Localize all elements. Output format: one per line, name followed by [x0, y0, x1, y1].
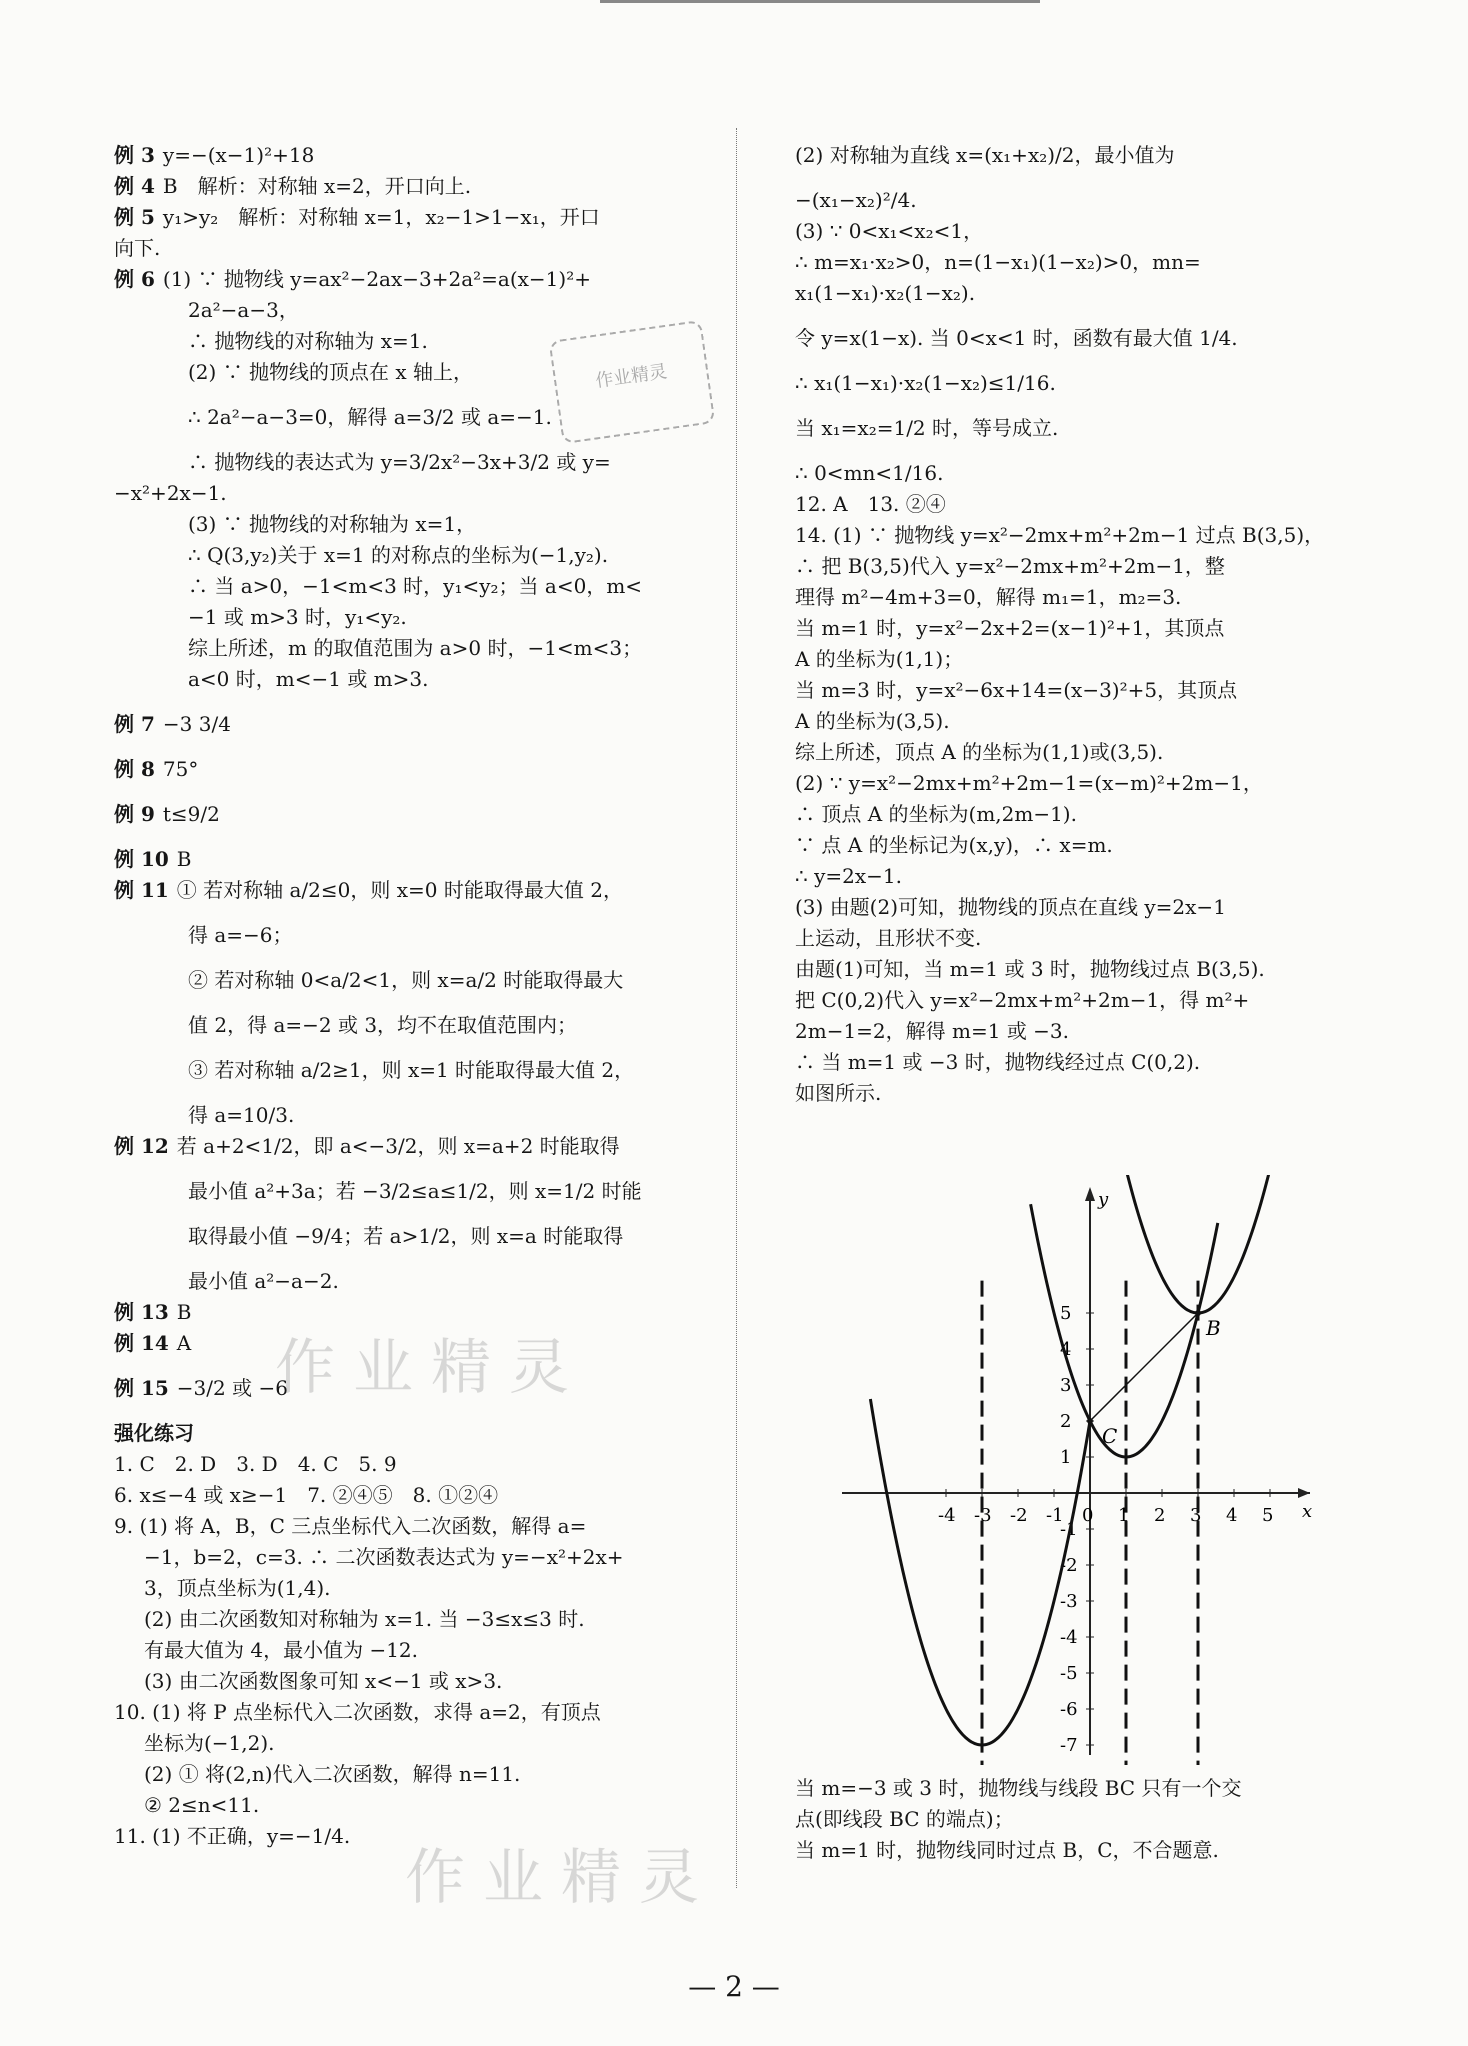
line-text: (2) ① 将(2,n)代入二次函数，解得 n=11.	[144, 1762, 521, 1786]
line-text: 当 m=3 时，y=x²−6x+14=(x−3)²+5，其顶点	[795, 678, 1238, 702]
line-text: 综上所述，m 的取值范围为 a>0 时，−1<m<3；	[188, 636, 643, 660]
line-text: ∴ x₁(1−x₁)·x₂(1−x₂)≤1/16.	[795, 371, 1056, 395]
text-line	[795, 675, 1355, 706]
text-line	[795, 799, 1355, 830]
line-text: 向下.	[114, 236, 161, 260]
line-text: 强化练习	[114, 1421, 194, 1445]
line-text: (1) ∵ 抛物线 y=ax²−2ax−3+2a²=a(x−1)²+	[162, 267, 591, 291]
line-text: 得 a=−6；	[188, 923, 293, 947]
text-line	[114, 965, 714, 996]
line-text: (3) ∵ 0<x₁<x₂<1，	[795, 219, 984, 243]
text-line	[114, 1511, 714, 1542]
text-line	[114, 478, 714, 509]
line-text: ∴ 抛物线的对称轴为 x=1.	[188, 329, 428, 353]
example-label: 例 5	[114, 205, 155, 229]
example-label: 例 3	[114, 143, 155, 167]
stamp: 作业精灵	[549, 320, 716, 444]
parabola-graph	[840, 1175, 1320, 1765]
line-text: 坐标为(−1,2).	[144, 1731, 275, 1755]
text-line	[114, 1418, 714, 1449]
text-line	[114, 1480, 714, 1511]
text-line	[114, 1604, 714, 1635]
text-line	[795, 247, 1355, 278]
text-line	[114, 509, 714, 540]
line-text: −1，b=2，c=3. ∴ 二次函数表达式为 y=−x²+2x+	[144, 1545, 624, 1569]
line-text: 得 a=10/3.	[188, 1103, 295, 1127]
column-divider	[736, 128, 737, 1888]
text-line	[114, 1666, 714, 1697]
line-text: ∴ 顶点 A 的坐标为(m,2m−1).	[795, 802, 1077, 826]
point-b-label: B	[1206, 1316, 1221, 1340]
example-label: 例 4	[114, 174, 155, 198]
line-text: 2m−1=2，解得 m=1 或 −3.	[795, 1019, 1070, 1043]
text-line	[795, 861, 1355, 892]
y-tick-label: -7	[1060, 1735, 1078, 1756]
text-line	[795, 458, 1355, 489]
x-tick-label: 1	[1118, 1505, 1130, 1526]
x-arrow-icon	[1298, 1488, 1310, 1498]
line-text: 9. (1) 将 A，B，C 三点坐标代入二次函数，解得 a=	[114, 1514, 587, 1538]
y-tick-label: 5	[1060, 1303, 1072, 1324]
line-text: 当 m=1 时，y=x²−2x+2=(x−1)²+1，其顶点	[795, 616, 1225, 640]
line-text: 值 2，得 a=−2 或 3，均不在取值范围内；	[188, 1013, 578, 1037]
text-line	[114, 1266, 714, 1297]
line-text: t≤9/2	[162, 802, 220, 826]
y-tick-label: 3	[1060, 1375, 1072, 1396]
example-label: 例 13	[114, 1300, 169, 1324]
text-line	[114, 171, 714, 202]
example-label: 例 6	[114, 267, 155, 291]
watermark: 作业精灵	[405, 1843, 717, 1913]
text-line	[114, 1100, 714, 1131]
y-tick-label: 4	[1060, 1339, 1072, 1360]
example-label: 例 8	[114, 757, 155, 781]
x-tick-label: -1	[1046, 1505, 1064, 1526]
line-text: 最小值 a²+3a；若 −3/2≤a≤1/2，则 x=1/2 时能	[188, 1179, 642, 1203]
y-tick-label: -5	[1060, 1663, 1078, 1684]
text-line	[795, 985, 1355, 1016]
y-tick-label: -3	[1060, 1591, 1078, 1612]
line-text: ∵ 点 A 的坐标记为(x,y)，∴ x=m.	[795, 833, 1113, 857]
line-text: ① 若对称轴 a/2≤0，则 x=0 时能取得最大值 2，	[176, 878, 623, 902]
text-line	[795, 216, 1355, 247]
line-text: ∴ 把 B(3,5)代入 y=x²−2mx+m²+2m−1，整	[795, 554, 1225, 578]
line-text: ∴ 当 m=1 或 −3 时，抛物线经过点 C(0,2).	[795, 1050, 1201, 1074]
example-label: 例 9	[114, 802, 155, 826]
text-line	[114, 1542, 714, 1573]
page-number: — 2 —	[688, 1970, 780, 2003]
text-line	[114, 633, 714, 664]
line-text: 11. (1) 不正确，y=−1/4.	[114, 1824, 351, 1848]
line-text: 令 y=x(1−x). 当 0<x<1 时，函数有最大值 1/4.	[795, 326, 1238, 350]
y-tick-label: -6	[1060, 1699, 1078, 1720]
text-line: 当 m=1 时，抛物线同时过点 B，C，不合题意.	[795, 1838, 1219, 1862]
line-text: 10. (1) 将 P 点坐标代入二次函数，求得 a=2，有顶点	[114, 1700, 601, 1724]
line-text: A	[176, 1331, 192, 1355]
text-line	[795, 413, 1355, 444]
text-line	[114, 1635, 714, 1666]
line-text: A 的坐标为(3,5).	[795, 709, 950, 733]
x-axis-label: x	[1302, 1501, 1313, 1522]
text-line	[114, 875, 714, 906]
line-text: 2a²−a−3，	[188, 298, 299, 322]
line-text: 理得 m²−4m+3=0，解得 m₁=1，m₂=3.	[795, 585, 1182, 609]
x-tick-label: 2	[1154, 1505, 1166, 1526]
line-text: ② 若对称轴 0<a/2<1，则 x=a/2 时能取得最大	[188, 968, 624, 992]
line-text: 最小值 a²−a−2.	[188, 1269, 339, 1293]
x-tick-label: 3	[1190, 1505, 1202, 1526]
text-line	[795, 323, 1355, 354]
text-line	[795, 520, 1355, 551]
parabola-m-1	[1031, 1204, 1218, 1457]
text-line	[114, 540, 714, 571]
point-c-label: C	[1102, 1424, 1118, 1448]
example-label: 例 7	[114, 712, 155, 736]
line-text: −3 3/4	[162, 712, 231, 736]
text-line	[114, 1759, 714, 1790]
y-tick-label: 1	[1060, 1447, 1072, 1468]
text-line	[114, 1055, 714, 1086]
text-line	[114, 233, 714, 264]
line-text: −1 或 m>3 时，y₁<y₂.	[188, 605, 407, 629]
line-text: (3) 由题(2)可知，抛物线的顶点在直线 y=2x−1	[795, 895, 1226, 919]
line-text: (3) 由二次函数图象可知 x<−1 或 x>3.	[144, 1669, 503, 1693]
x-tick-label: 0	[1082, 1505, 1094, 1526]
text-line	[795, 706, 1355, 737]
top-edge-mark	[600, 0, 1040, 3]
line-text: B 解析：对称轴 x=2，开口向上.	[162, 174, 472, 198]
text-line	[795, 892, 1355, 923]
text-line	[795, 923, 1355, 954]
text-line	[114, 140, 714, 171]
line-text: 75°	[162, 757, 199, 781]
text-line	[114, 754, 714, 785]
text-line	[795, 551, 1355, 582]
line-text: ∴ 当 a>0，−1<m<3 时，y₁<y₂；当 a<0，m<	[188, 574, 643, 598]
text-line	[114, 920, 714, 951]
y-tick-label: -4	[1060, 1627, 1078, 1648]
text-line	[114, 664, 714, 695]
line-text: (2) ∵ y=x²−2mx+m²+2m−1=(x−m)²+2m−1，	[795, 771, 1263, 795]
text-line	[795, 830, 1355, 861]
point-b	[1195, 1310, 1201, 1316]
line-text: 当 x₁=x₂=1/2 时，等号成立.	[795, 416, 1059, 440]
line-text: A 的坐标为(1,1)；	[795, 647, 964, 671]
line-text: B	[176, 1300, 192, 1324]
text-line	[795, 613, 1355, 644]
text-line	[114, 571, 714, 602]
line-text: ∴ 0<mn<1/16.	[795, 461, 944, 485]
x-tick-label: -2	[1010, 1505, 1028, 1526]
text-line	[114, 1010, 714, 1041]
text-line: 点(即线段 BC 的端点)；	[795, 1807, 1014, 1831]
line-text: a<0 时，m<−1 或 m>3.	[188, 667, 429, 691]
line-text: 12. A 13. ②④	[795, 492, 946, 516]
line-text: −x²+2x−1.	[114, 481, 227, 505]
line-text: (2) 对称轴为直线 x=(x₁+x₂)/2，最小值为	[795, 143, 1175, 167]
line-text: ③ 若对称轴 a/2≥1，则 x=1 时能取得最大值 2，	[188, 1058, 635, 1082]
text-line	[114, 1697, 714, 1728]
line-text: x₁(1−x₁)·x₂(1−x₂).	[795, 281, 976, 305]
text-line	[795, 644, 1355, 675]
line-text: 3，顶点坐标为(1,4).	[144, 1576, 331, 1600]
line-text: 综上所述，顶点 A 的坐标为(1,1)或(3,5).	[795, 740, 1164, 764]
text-line	[795, 185, 1355, 216]
parabola-m-neg3	[870, 1399, 1090, 1745]
example-label: 例 10	[114, 847, 169, 871]
right-column	[795, 140, 1355, 1109]
line-text: 14. (1) ∵ 抛物线 y=x²−2mx+m²+2m−1 过点 B(3,5)，	[795, 523, 1325, 547]
example-label: 例 15	[114, 1376, 169, 1400]
text-line	[114, 1221, 714, 1252]
text-line	[114, 1728, 714, 1759]
text-line	[795, 1078, 1355, 1109]
text-line	[114, 799, 714, 830]
text-line	[795, 954, 1355, 985]
line-text: (2) 由二次函数知对称轴为 x=1. 当 −3≤x≤3 时.	[144, 1607, 585, 1631]
line-text: ∴ y=2x−1.	[795, 864, 902, 888]
y-axis-label: y	[1098, 1189, 1109, 1210]
line-text: −(x₁−x₂)²/4.	[795, 188, 917, 212]
graph-conclusion	[795, 1773, 1355, 1866]
text-line	[114, 447, 714, 478]
line-text: ∴ m=x₁·x₂>0，n=(1−x₁)(1−x₂)>0，mn=	[795, 250, 1201, 274]
example-label: 例 14	[114, 1331, 169, 1355]
line-text: ∴ 2a²−a−3=0，解得 a=3/2 或 a=−1.	[188, 405, 552, 429]
text-line	[795, 368, 1355, 399]
line-text: 6. x≤−4 或 x≥−1 7. ②④⑤ 8. ①②④	[114, 1483, 499, 1507]
text-line	[795, 737, 1355, 768]
text-line	[795, 140, 1355, 171]
line-text: y=−(x−1)²+18	[162, 143, 315, 167]
text-line	[114, 202, 714, 233]
text-line	[795, 489, 1355, 520]
y-tick-label: -1	[1060, 1519, 1078, 1540]
text-line	[795, 582, 1355, 613]
text-line	[795, 278, 1355, 309]
text-line	[114, 709, 714, 740]
point-c	[1087, 1418, 1093, 1424]
y-arrow-icon	[1085, 1187, 1095, 1201]
line-text: 1. C 2. D 3. D 4. C 5. 9	[114, 1452, 397, 1476]
text-line	[114, 1131, 714, 1162]
text-line	[114, 1449, 714, 1480]
line-text: 若 a+2<1/2，即 a<−3/2，则 x=a+2 时能取得	[176, 1134, 620, 1158]
text-line	[795, 1047, 1355, 1078]
line-text: −3/2 或 −6	[176, 1376, 288, 1400]
text-line	[114, 602, 714, 633]
text-line: 当 m=−3 或 3 时，抛物线与线段 BC 只有一个交	[795, 1776, 1242, 1800]
x-tick-label: 5	[1262, 1505, 1274, 1526]
line-text: 有最大值为 4，最小值为 −12.	[144, 1638, 419, 1662]
example-label: 例 11	[114, 878, 169, 902]
line-text: 上运动，且形状不变.	[795, 926, 982, 950]
y-tick-label: -2	[1060, 1555, 1078, 1576]
y-tick-label: 2	[1060, 1411, 1072, 1432]
line-text: ② 2≤n<11.	[144, 1793, 260, 1817]
text-line	[114, 1573, 714, 1604]
text-line	[795, 768, 1355, 799]
line-text: (3) ∵ 抛物线的对称轴为 x=1，	[188, 512, 477, 536]
text-line	[114, 844, 714, 875]
text-line	[114, 1790, 714, 1821]
line-text: 如图所示.	[795, 1081, 882, 1105]
text-line	[114, 1176, 714, 1207]
line-text: 由题(1)可知，当 m=1 或 3 时，抛物线过点 B(3,5).	[795, 957, 1265, 981]
text-line	[114, 295, 714, 326]
x-tick-label: -3	[974, 1505, 992, 1526]
text-line	[114, 264, 714, 295]
line-text: 把 C(0,2)代入 y=x²−2mx+m²+2m−1，得 m²+	[795, 988, 1250, 1012]
line-text: ∴ Q(3,y₂)关于 x=1 的对称点的坐标为(−1,y₂).	[188, 543, 609, 567]
line-text: y₁>y₂ 解析：对称轴 x=1，x₂−1>1−x₁，开口	[162, 205, 600, 229]
x-tick-label: 4	[1226, 1505, 1238, 1526]
line-text: 取得最小值 −9/4；若 a>1/2，则 x=a 时能取得	[188, 1224, 624, 1248]
watermark: 作业精灵	[275, 1333, 587, 1403]
line-text: (2) ∵ 抛物线的顶点在 x 轴上，	[188, 360, 474, 384]
line-text: B	[176, 847, 192, 871]
x-tick-label: -4	[938, 1505, 956, 1526]
line-text: ∴ 抛物线的表达式为 y=3/2x²−3x+3/2 或 y=	[188, 450, 611, 474]
text-line	[795, 1016, 1355, 1047]
example-label: 例 12	[114, 1134, 169, 1158]
